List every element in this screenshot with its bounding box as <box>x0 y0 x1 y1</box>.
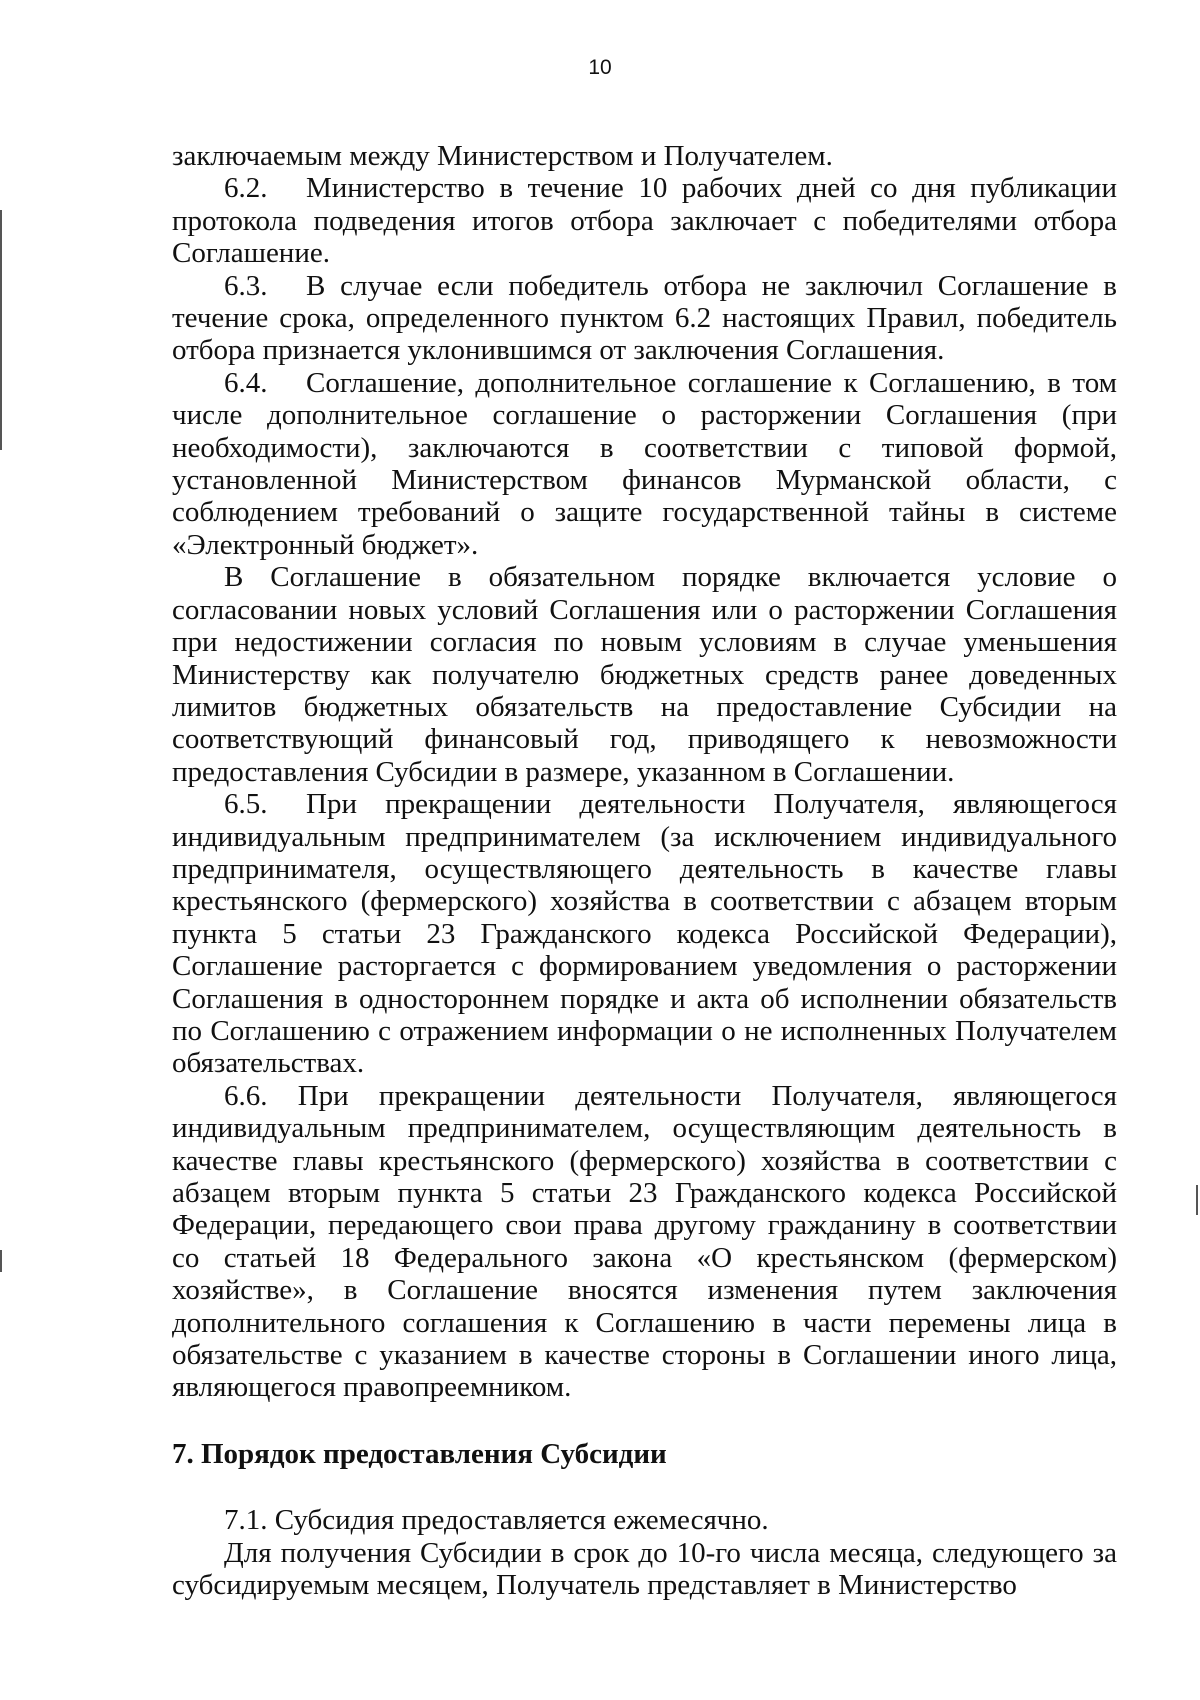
clause-number: 6.3. <box>224 269 268 302</box>
clause-text: При прекращении деятельности Получателя, являющегося индивидуальным предпринимателем (за исключением индивидуального предпринимателя, осуществляющего деятельность в качестве главы крестьянского (фермерского) хозяйства в соответствии с абзацем вторым пункта 5 статьи 23 Гражданского кодекса Российской Федерации), Соглашение расторгается с формированием уведомления о расторжении Соглашения в одностороннем порядке и акта об исполнении обязательств по Соглашению с отражением информации о не исполненных Получателем обязательствах. <box>172 788 1117 1080</box>
section-heading: 7. Порядок предоставления Субсидии <box>172 1437 667 1470</box>
scan-edge-mark <box>0 210 2 450</box>
clause-7-1: 7.1. Субсидия предоставляется ежемесячно. <box>224 1504 769 1537</box>
paragraph-continuation: заключаемым между Министерством и Получателем. <box>172 140 833 172</box>
page-number: 10 <box>588 56 612 79</box>
clause-number: 6.4. <box>224 366 268 399</box>
scan-edge-mark <box>0 1250 2 1272</box>
clause-number: 6.5. <box>224 788 268 821</box>
clause-6-4 <box>172 367 1117 561</box>
clause-6-4-paragraph-2: В Соглашение в обязательном порядке включается условие о согласовании новых условий Соглашения или о расторжении Соглашения при недостижении согласия по новым условиям в случае уменьшения Министерству как получателю бюджетных средств ранее доведенных лимитов бюджетных обязательств на предоставление Субсидии на соответствующий финансовый год, приводящего к невозможности предоставления Субсидии в размере, указанном в Соглашении. <box>172 561 1117 788</box>
document-body <box>172 140 1117 1601</box>
clause-7-1-paragraph-2: Для получения Субсидии в срок до 10-го числа месяца, следующего за субсидируемым месяцем, Получатель представляет в Министерство <box>172 1536 1117 1602</box>
clause-text: Министерство в течение 10 рабочих дней со дня публикации протокола подведения итогов отбора заключает с победителями отбора Соглашение. <box>172 172 1117 270</box>
clause-6-5 <box>172 788 1117 1080</box>
clause-text: Соглашение, дополнительное соглашение к Соглашению, в том числе дополнительное соглашение о расторжении Соглашения (при необходимости), заключаются в соответствии с типовой формой, установленной Министерством финансов Мурманской области, с соблюдением требований о защите государственной тайны в системе «Электронный бюджет». <box>172 366 1117 561</box>
clause-number: 6.2. <box>224 172 268 205</box>
clause-text: В случае если победитель отбора не заключил Соглашение в течение срока, определенного пунктом 6.2 настоящих Правил, победитель отбора признается уклонившимся от заключения Соглашения. <box>172 269 1117 367</box>
scan-edge-mark <box>1196 1185 1198 1215</box>
clause-6-3 <box>172 270 1117 367</box>
clause-6-6: 6.6. При прекращении деятельности Получателя, являющегося индивидуальным предпринимателем, осуществляющим деятельность в качестве главы крестьянского (фермерского) хозяйства в соответствии с абзацем вторым пункта 5 статьи 23 Гражданского кодекса Российской Федерации, передающего свои права другому гражданину в соответствии со статьей 18 Федерального закона «О крестьянском (фермерском) хозяйстве», в Соглашение вносятся изменения путем заключения дополнительного соглашения к Соглашению в части перемены лица в обязательстве с указанием в качестве стороны в Соглашении иного лица, являющегося правопреемником. <box>172 1079 1117 1404</box>
clause-6-2 <box>172 172 1117 269</box>
